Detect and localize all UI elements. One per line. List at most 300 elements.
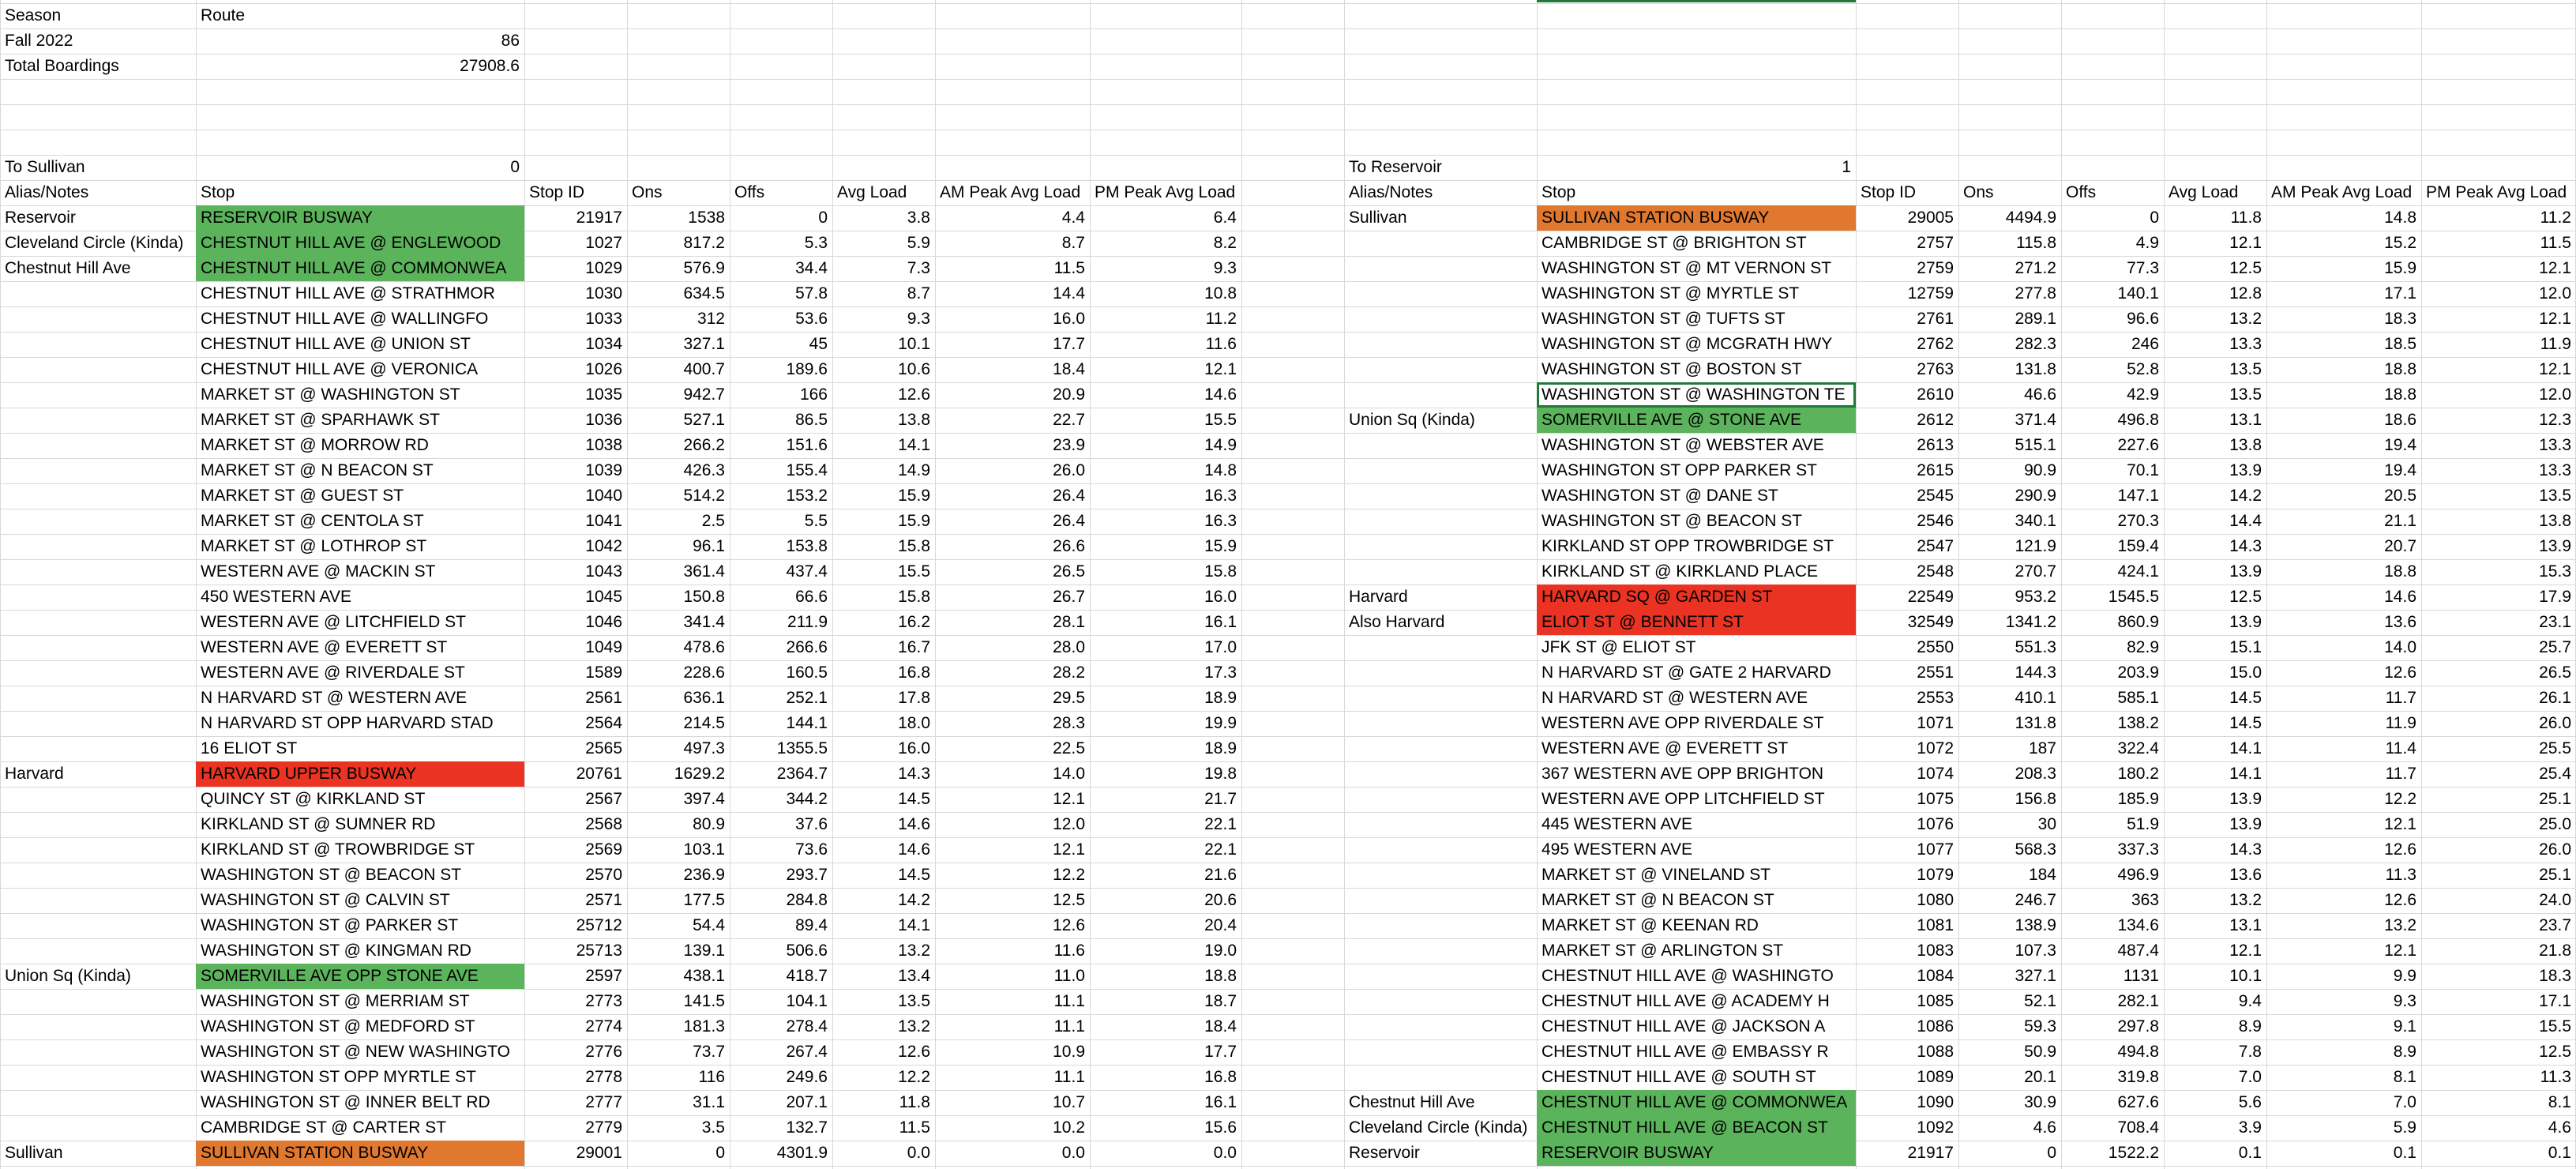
stop-cell[interactable]: CHESTNUT HILL AVE @ WASHINGTO [1541, 967, 1834, 985]
offs-cell[interactable]: 270.3 [2117, 512, 2159, 530]
alias-cell[interactable] [1344, 761, 1537, 787]
am-peak-cell[interactable]: 28.1 [1053, 613, 1085, 631]
alias-cell[interactable] [0, 1090, 196, 1115]
offs-cell[interactable]: 585.1 [2117, 689, 2159, 707]
pm-peak-cell[interactable]: 6.4 [1213, 209, 1237, 227]
am-peak-cell[interactable]: 9.3 [2393, 992, 2416, 1010]
am-peak-cell[interactable]: 21.1 [2384, 512, 2416, 530]
stop-cell[interactable]: N HARVARD ST @ WESTERN AVE [1541, 689, 1808, 707]
pm-peak-cell[interactable]: 15.3 [2539, 562, 2571, 581]
ons-cell[interactable]: 141.5 [683, 992, 725, 1010]
avg-load-cell[interactable]: 14.5 [2229, 714, 2262, 732]
pm-peak-cell[interactable]: 13.3 [2539, 436, 2571, 454]
alias-cell[interactable] [1344, 332, 1537, 357]
avg-load-cell[interactable]: 8.9 [2238, 1017, 2262, 1036]
stop-id-cell[interactable]: 2548 [1917, 562, 1954, 581]
ons-cell[interactable]: 942.7 [683, 385, 725, 404]
alias-cell[interactable] [0, 660, 196, 686]
stop-cell[interactable]: KIRKLAND ST @ SUMNER RD [201, 815, 436, 833]
offs-cell[interactable]: 322.4 [2117, 739, 2159, 757]
pm-peak-cell[interactable]: 8.1 [2548, 1093, 2571, 1111]
offs-cell[interactable]: 189.6 [786, 360, 828, 378]
pm-peak-cell[interactable]: 17.9 [2539, 588, 2571, 606]
am-peak-cell[interactable]: 12.1 [2384, 942, 2416, 960]
stop-id-cell[interactable]: 2759 [1917, 259, 1954, 277]
stop-cell[interactable]: WASHINGTON ST @ TUFTS ST [1541, 310, 1786, 328]
avg-load-cell[interactable]: 13.9 [2229, 790, 2262, 808]
alias-cell[interactable] [0, 433, 196, 458]
pm-peak-cell[interactable]: 11.2 [1205, 310, 1237, 328]
ons-cell[interactable]: 551.3 [2015, 638, 2056, 656]
pm-peak-cell[interactable]: 26.1 [2539, 689, 2571, 707]
alias-cell[interactable] [0, 483, 196, 509]
stop-id-cell[interactable]: 1086 [1917, 1017, 1954, 1036]
avg-load-cell[interactable]: 15.8 [898, 537, 930, 555]
avg-load-cell[interactable]: 14.1 [2229, 765, 2262, 783]
pm-peak-cell[interactable]: 12.5 [2539, 1043, 2571, 1061]
pm-peak-cell[interactable]: 12.3 [2539, 411, 2571, 429]
alias-cell[interactable]: Harvard [5, 765, 64, 783]
ons-cell[interactable]: 1629.2 [674, 765, 725, 783]
ons-cell[interactable]: 266.2 [683, 436, 725, 454]
avg-load-cell[interactable]: 13.9 [2229, 562, 2262, 581]
am-peak-cell[interactable]: 23.9 [1053, 436, 1085, 454]
offs-cell[interactable]: 5.3 [804, 234, 828, 252]
stop-cell[interactable]: WESTERN AVE @ MACKIN ST [201, 562, 436, 581]
ons-cell[interactable]: 341.4 [683, 613, 725, 631]
stop-id-cell[interactable]: 2553 [1917, 689, 1954, 707]
offs-cell[interactable]: 53.6 [795, 310, 828, 328]
ons-cell[interactable]: 282.3 [2015, 335, 2056, 353]
pm-peak-cell[interactable]: 13.3 [2539, 461, 2571, 479]
ons-cell[interactable]: 214.5 [683, 714, 725, 732]
stop-cell[interactable]: MARKET ST @ CENTOLA ST [201, 512, 424, 530]
avg-load-cell[interactable]: 8.7 [907, 284, 930, 303]
ons-cell[interactable]: 80.9 [693, 815, 725, 833]
stop-id-cell[interactable]: 2774 [585, 1017, 622, 1036]
alias-cell[interactable] [0, 837, 196, 863]
stop-id-cell[interactable]: 1035 [585, 385, 622, 404]
am-peak-cell[interactable]: 26.5 [1053, 562, 1085, 581]
ons-cell[interactable]: 150.8 [683, 588, 725, 606]
total-boardings-value[interactable]: 27908.6 [460, 57, 520, 75]
avg-load-cell[interactable]: 3.9 [2238, 1118, 2262, 1137]
ons-cell[interactable]: 361.4 [683, 562, 725, 581]
alias-cell[interactable]: Reservoir [5, 209, 76, 227]
avg-load-cell[interactable]: 13.1 [2229, 411, 2262, 429]
route-value[interactable]: 86 [501, 32, 520, 50]
avg-load-cell[interactable]: 13.2 [2229, 310, 2262, 328]
offs-cell[interactable]: 203.9 [2117, 663, 2159, 682]
avg-load-cell[interactable]: 0.1 [2238, 1144, 2262, 1162]
offs-cell[interactable]: 66.6 [795, 588, 828, 606]
offs-cell[interactable]: 138.2 [2117, 714, 2159, 732]
pm-peak-cell[interactable]: 15.8 [1204, 562, 1237, 581]
stop-cell[interactable]: CHESTNUT HILL AVE @ SOUTH ST [1541, 1068, 1816, 1086]
am-peak-cell[interactable]: 12.1 [1053, 790, 1085, 808]
ons-cell[interactable]: 236.9 [683, 866, 725, 884]
ons-cell[interactable]: 184 [2028, 866, 2056, 884]
stop-cell[interactable]: HARVARD UPPER BUSWAY [196, 761, 524, 787]
avg-load-cell[interactable]: 15.1 [2229, 638, 2262, 656]
offs-cell[interactable]: 37.6 [795, 815, 828, 833]
alias-cell[interactable] [1344, 357, 1537, 382]
pm-peak-cell[interactable]: 17.1 [2539, 992, 2571, 1010]
pm-peak-cell[interactable]: 14.8 [1204, 461, 1237, 479]
ons-cell[interactable]: 410.1 [2015, 689, 2056, 707]
stop-id-cell[interactable]: 21917 [576, 209, 622, 227]
stop-cell[interactable]: WASHINGTON ST @ INNER BELT RD [201, 1093, 490, 1111]
pm-peak-cell[interactable]: 22.1 [1204, 840, 1237, 859]
pm-peak-cell[interactable]: 0.0 [1213, 1144, 1237, 1162]
header-avg-load[interactable]: Avg Load [2169, 183, 2239, 201]
ons-cell[interactable]: 1538 [688, 209, 725, 227]
stop-cell[interactable]: SOMERVILLE AVE @ STONE AVE [1537, 408, 1856, 433]
stop-id-cell[interactable]: 20761 [576, 765, 622, 783]
offs-cell[interactable]: 284.8 [786, 891, 828, 909]
avg-load-cell[interactable]: 14.2 [2229, 487, 2262, 505]
alias-cell[interactable] [1344, 736, 1537, 761]
alias-cell[interactable] [0, 863, 196, 888]
offs-cell[interactable]: 42.9 [2127, 385, 2159, 404]
avg-load-cell[interactable]: 5.9 [907, 234, 930, 252]
stop-cell[interactable]: HARVARD SQ @ GARDEN ST [1537, 584, 1856, 610]
am-peak-cell[interactable]: 17.7 [1053, 335, 1085, 353]
avg-load-cell[interactable]: 16.7 [898, 638, 930, 656]
selected-cell[interactable]: WASHINGTON ST @ WASHINGTON TE [1537, 382, 1856, 408]
stop-cell[interactable]: MARKET ST @ VINELAND ST [1541, 866, 1771, 884]
avg-load-cell[interactable]: 15.8 [898, 588, 930, 606]
stop-id-cell[interactable]: 2761 [1917, 310, 1954, 328]
alias-cell[interactable] [0, 989, 196, 1014]
stop-cell[interactable]: JFK ST @ ELIOT ST [1541, 638, 1696, 656]
stop-cell[interactable]: WESTERN AVE @ EVERETT ST [201, 638, 448, 656]
am-peak-cell[interactable]: 26.7 [1053, 588, 1085, 606]
pm-peak-cell[interactable]: 17.0 [1204, 638, 1237, 656]
avg-load-cell[interactable]: 16.0 [898, 739, 930, 757]
stop-cell[interactable]: CHESTNUT HILL AVE @ STRATHMOR [201, 284, 495, 303]
stop-cell[interactable]: WASHINGTON ST @ BOSTON ST [1541, 360, 1802, 378]
alias-cell[interactable] [0, 306, 196, 332]
avg-load-cell[interactable]: 13.9 [2229, 815, 2262, 833]
am-peak-cell[interactable]: 11.9 [2385, 714, 2416, 732]
avg-load-cell[interactable]: 14.6 [898, 815, 930, 833]
avg-load-cell[interactable]: 7.8 [2238, 1043, 2262, 1061]
pm-peak-cell[interactable]: 17.3 [1204, 663, 1237, 682]
pm-peak-cell[interactable]: 15.6 [1204, 1118, 1237, 1137]
stop-id-cell[interactable]: 1071 [1917, 714, 1954, 732]
am-peak-cell[interactable]: 11.6 [1053, 942, 1085, 960]
pm-peak-cell[interactable]: 16.1 [1204, 1093, 1237, 1111]
ons-cell[interactable]: 568.3 [2015, 840, 2056, 859]
am-peak-cell[interactable]: 26.4 [1053, 487, 1085, 505]
stop-id-cell[interactable]: 2564 [585, 714, 622, 732]
stop-id-cell[interactable]: 1589 [585, 663, 622, 682]
stop-cell[interactable]: RESERVOIR BUSWAY [1537, 1141, 1856, 1166]
avg-load-cell[interactable]: 11.8 [2230, 209, 2262, 227]
offs-cell[interactable]: 494.8 [2117, 1043, 2159, 1061]
stop-cell[interactable]: WESTERN AVE @ RIVERDALE ST [201, 663, 465, 682]
stop-cell[interactable]: MARKET ST @ MORROW RD [201, 436, 429, 454]
ons-cell[interactable]: 115.8 [2016, 234, 2056, 252]
pm-peak-cell[interactable]: 21.6 [1204, 866, 1237, 884]
ons-cell[interactable]: 1341.2 [2005, 613, 2056, 631]
avg-load-cell[interactable]: 3.8 [907, 209, 930, 227]
avg-load-cell[interactable]: 14.2 [898, 891, 930, 909]
am-peak-cell[interactable]: 26.0 [1053, 461, 1085, 479]
offs-cell[interactable]: 249.6 [786, 1068, 828, 1086]
am-peak-cell[interactable]: 10.9 [1053, 1043, 1085, 1061]
stop-cell[interactable]: MARKET ST @ GUEST ST [201, 487, 404, 505]
avg-load-cell[interactable]: 14.1 [2229, 739, 2262, 757]
ons-cell[interactable]: 138.9 [2015, 916, 2056, 934]
ons-cell[interactable]: 246.7 [2015, 891, 2056, 909]
alias-cell[interactable] [0, 711, 196, 736]
pm-peak-cell[interactable]: 12.1 [2539, 310, 2571, 328]
am-peak-cell[interactable]: 18.4 [1053, 360, 1085, 378]
am-peak-cell[interactable]: 11.0 [1053, 967, 1085, 985]
header-pm-peak[interactable]: PM Peak Avg Load [2426, 183, 2567, 201]
pm-peak-cell[interactable]: 16.8 [1204, 1068, 1237, 1086]
stop-id-cell[interactable]: 2597 [585, 967, 622, 985]
avg-load-cell[interactable]: 17.8 [898, 689, 930, 707]
offs-cell[interactable]: 160.5 [786, 663, 828, 682]
pm-peak-cell[interactable]: 14.9 [1204, 436, 1237, 454]
avg-load-cell[interactable]: 13.5 [2229, 385, 2262, 404]
offs-cell[interactable]: 51.9 [2127, 815, 2159, 833]
am-peak-cell[interactable]: 14.8 [2384, 209, 2416, 227]
header-ons[interactable]: Ons [1963, 183, 1994, 201]
offs-cell[interactable]: 159.4 [2117, 537, 2159, 555]
alias-cell[interactable]: Reservoir [1349, 1144, 1420, 1162]
stop-id-cell[interactable]: 25712 [576, 916, 622, 934]
avg-load-cell[interactable]: 14.1 [898, 436, 930, 454]
offs-cell[interactable]: 180.2 [2117, 765, 2159, 783]
avg-load-cell[interactable]: 12.5 [2229, 259, 2262, 277]
stop-cell[interactable]: ELIOT ST @ BENNETT ST [1537, 610, 1856, 635]
avg-load-cell[interactable]: 13.5 [2229, 360, 2262, 378]
stop-id-cell[interactable]: 2546 [1917, 512, 1954, 530]
pm-peak-cell[interactable]: 8.2 [1213, 234, 1237, 252]
ons-cell[interactable]: 177.5 [683, 891, 725, 909]
stop-id-cell[interactable]: 1080 [1917, 891, 1954, 909]
am-peak-cell[interactable]: 12.2 [1053, 866, 1085, 884]
pm-peak-cell[interactable]: 21.8 [2539, 942, 2571, 960]
direction-title[interactable]: To Reservoir [1349, 158, 1442, 176]
am-peak-cell[interactable]: 7.0 [2393, 1093, 2416, 1111]
stop-cell[interactable]: WASHINGTON ST @ NEW WASHINGTO [201, 1043, 510, 1061]
avg-load-cell[interactable]: 10.6 [898, 360, 930, 378]
pm-peak-cell[interactable]: 19.0 [1204, 942, 1237, 960]
ons-cell[interactable]: 46.6 [2024, 385, 2056, 404]
alias-cell[interactable] [1344, 256, 1537, 281]
stop-id-cell[interactable]: 2612 [1917, 411, 1954, 429]
ons-cell[interactable]: 426.3 [683, 461, 725, 479]
am-peak-cell[interactable]: 12.6 [1053, 916, 1085, 934]
alias-cell[interactable]: Chestnut Hill Ave [5, 259, 131, 277]
alias-cell[interactable] [1344, 306, 1537, 332]
am-peak-cell[interactable]: 28.2 [1053, 663, 1085, 682]
alias-cell[interactable] [0, 1039, 196, 1065]
pm-peak-cell[interactable]: 22.1 [1204, 815, 1237, 833]
pm-peak-cell[interactable]: 25.4 [2539, 765, 2571, 783]
stop-cell[interactable]: QUINCY ST @ KIRKLAND ST [201, 790, 426, 808]
ons-cell[interactable]: 270.7 [2015, 562, 2056, 581]
offs-cell[interactable]: 319.8 [2117, 1068, 2159, 1086]
am-peak-cell[interactable]: 12.2 [2384, 790, 2416, 808]
stop-cell[interactable]: MARKET ST @ WASHINGTON ST [201, 385, 460, 404]
avg-load-cell[interactable]: 10.1 [898, 335, 930, 353]
stop-id-cell[interactable]: 2561 [585, 689, 622, 707]
pm-peak-cell[interactable]: 20.4 [1204, 916, 1237, 934]
am-peak-cell[interactable]: 11.1 [1053, 1068, 1085, 1086]
avg-load-cell[interactable]: 12.8 [2229, 284, 2262, 303]
pm-peak-cell[interactable]: 23.7 [2539, 916, 2571, 934]
ons-cell[interactable]: 327.1 [2015, 967, 2056, 985]
avg-load-cell[interactable]: 11.5 [899, 1118, 930, 1137]
pm-peak-cell[interactable]: 18.9 [1204, 689, 1237, 707]
stop-id-cell[interactable]: 2777 [585, 1093, 622, 1111]
avg-load-cell[interactable]: 13.3 [2229, 335, 2262, 353]
ons-cell[interactable]: 228.6 [683, 663, 725, 682]
avg-load-cell[interactable]: 15.0 [2229, 663, 2262, 682]
ons-cell[interactable]: 515.1 [2015, 436, 2056, 454]
avg-load-cell[interactable]: 13.2 [2229, 891, 2262, 909]
header-stop[interactable]: Stop [1541, 183, 1576, 201]
alias-cell[interactable] [1344, 483, 1537, 509]
offs-cell[interactable]: 0 [2150, 209, 2159, 227]
am-peak-cell[interactable]: 16.0 [1053, 310, 1085, 328]
stop-id-cell[interactable]: 2762 [1917, 335, 1954, 353]
stop-id-cell[interactable]: 1081 [1917, 916, 1954, 934]
offs-cell[interactable]: 45 [809, 335, 828, 353]
stop-id-cell[interactable]: 1027 [585, 234, 622, 252]
alias-cell[interactable] [1344, 534, 1537, 559]
pm-peak-cell[interactable]: 15.9 [1204, 537, 1237, 555]
alias-cell[interactable] [0, 736, 196, 761]
alias-cell[interactable] [1344, 787, 1537, 812]
offs-cell[interactable]: 266.6 [786, 638, 828, 656]
header-offs[interactable]: Offs [734, 183, 765, 201]
avg-load-cell[interactable]: 9.4 [2238, 992, 2262, 1010]
season-label[interactable]: Season [5, 6, 62, 24]
stop-id-cell[interactable]: 2763 [1917, 360, 1954, 378]
offs-cell[interactable]: 282.1 [2117, 992, 2159, 1010]
stop-cell[interactable]: WASHINGTON ST @ MEDFORD ST [201, 1017, 475, 1036]
pm-peak-cell[interactable]: 4.6 [2548, 1118, 2571, 1137]
stop-id-cell[interactable]: 1076 [1917, 815, 1954, 833]
am-peak-cell[interactable]: 8.9 [2393, 1043, 2416, 1061]
am-peak-cell[interactable]: 9.1 [2393, 1017, 2416, 1036]
route-label[interactable]: Route [201, 6, 246, 24]
offs-cell[interactable]: 337.3 [2117, 840, 2159, 859]
stop-id-cell[interactable]: 1084 [1917, 967, 1954, 985]
ons-cell[interactable]: 0 [2047, 1144, 2056, 1162]
am-peak-cell[interactable]: 26.6 [1053, 537, 1085, 555]
pm-peak-cell[interactable]: 25.0 [2539, 815, 2571, 833]
direction-value[interactable]: 1 [1842, 158, 1851, 176]
stop-id-cell[interactable]: 1039 [585, 461, 622, 479]
avg-load-cell[interactable]: 12.2 [898, 1068, 930, 1086]
stop-id-cell[interactable]: 1090 [1917, 1093, 1954, 1111]
pm-peak-cell[interactable]: 12.1 [1204, 360, 1237, 378]
ons-cell[interactable]: 103.1 [683, 840, 725, 859]
offs-cell[interactable]: 52.8 [2127, 360, 2159, 378]
avg-load-cell[interactable]: 12.1 [2229, 234, 2262, 252]
avg-load-cell[interactable]: 5.6 [2238, 1093, 2262, 1111]
ons-cell[interactable]: 527.1 [683, 411, 725, 429]
pm-peak-cell[interactable]: 18.9 [1204, 739, 1237, 757]
alias-cell[interactable]: Cleveland Circle (Kinda) [1349, 1118, 1528, 1137]
ons-cell[interactable]: 30.9 [2024, 1093, 2056, 1111]
stop-id-cell[interactable]: 2779 [585, 1118, 622, 1137]
stop-cell[interactable]: WASHINGTON ST @ MT VERNON ST [1541, 259, 1832, 277]
offs-cell[interactable]: 86.5 [795, 411, 828, 429]
pm-peak-cell[interactable]: 11.6 [1205, 335, 1237, 353]
am-peak-cell[interactable]: 29.5 [1053, 689, 1085, 707]
avg-load-cell[interactable]: 14.1 [898, 916, 930, 934]
offs-cell[interactable]: 34.4 [795, 259, 828, 277]
avg-load-cell[interactable]: 12.6 [898, 1043, 930, 1061]
avg-load-cell[interactable]: 12.6 [898, 385, 930, 404]
ons-cell[interactable]: 271.2 [2015, 259, 2056, 277]
stop-id-cell[interactable]: 2551 [1917, 663, 1954, 682]
offs-cell[interactable]: 1131 [2123, 967, 2159, 985]
ons-cell[interactable]: 514.2 [683, 487, 725, 505]
pm-peak-cell[interactable]: 20.6 [1204, 891, 1237, 909]
stop-cell[interactable]: KIRKLAND ST OPP TROWBRIDGE ST [1541, 537, 1834, 555]
ons-cell[interactable]: 2.5 [701, 512, 725, 530]
offs-cell[interactable]: 153.8 [786, 537, 828, 555]
pm-peak-cell[interactable]: 16.1 [1204, 613, 1237, 631]
ons-cell[interactable]: 953.2 [2015, 588, 2056, 606]
pm-peak-cell[interactable]: 11.2 [2540, 209, 2571, 227]
ons-cell[interactable]: 144.3 [2015, 663, 2056, 682]
alias-cell[interactable]: Sullivan [1349, 209, 1407, 227]
ons-cell[interactable]: 73.7 [693, 1043, 725, 1061]
stop-cell[interactable]: WASHINGTON ST OPP PARKER ST [1541, 461, 1817, 479]
am-peak-cell[interactable]: 11.7 [2385, 765, 2416, 783]
avg-load-cell[interactable]: 13.8 [898, 411, 930, 429]
alias-cell[interactable] [1344, 964, 1537, 989]
offs-cell[interactable]: 627.6 [2117, 1093, 2159, 1111]
ons-cell[interactable]: 50.9 [2024, 1043, 2056, 1061]
offs-cell[interactable]: 0 [818, 209, 828, 227]
stop-cell[interactable]: WASHINGTON ST @ DANE ST [1541, 487, 1778, 505]
am-peak-cell[interactable]: 0.1 [2393, 1144, 2416, 1162]
am-peak-cell[interactable]: 18.5 [2384, 335, 2416, 353]
ons-cell[interactable]: 30 [2037, 815, 2056, 833]
stop-cell[interactable]: WASHINGTON ST @ PARKER ST [201, 916, 459, 934]
ons-cell[interactable]: 208.3 [2015, 765, 2056, 783]
offs-cell[interactable]: 2364.7 [776, 765, 828, 783]
avg-load-cell[interactable]: 16.8 [898, 663, 930, 682]
stop-cell[interactable]: CHESTNUT HILL AVE @ ENGLEWOOD [196, 231, 524, 256]
ons-cell[interactable]: 4.6 [2033, 1118, 2056, 1137]
pm-peak-cell[interactable]: 13.5 [2539, 487, 2571, 505]
alias-cell[interactable] [1344, 913, 1537, 938]
am-peak-cell[interactable]: 12.1 [2384, 815, 2416, 833]
alias-cell[interactable] [0, 1014, 196, 1039]
direction-value[interactable]: 0 [510, 158, 520, 176]
am-peak-cell[interactable]: 20.7 [2384, 537, 2416, 555]
ons-cell[interactable]: 139.1 [683, 942, 725, 960]
stop-cell[interactable]: WESTERN AVE OPP RIVERDALE ST [1541, 714, 1824, 732]
am-peak-cell[interactable]: 19.4 [2384, 461, 2416, 479]
stop-id-cell[interactable]: 2757 [1917, 234, 1954, 252]
stop-id-cell[interactable]: 25713 [576, 942, 622, 960]
alias-cell[interactable] [1344, 635, 1537, 660]
